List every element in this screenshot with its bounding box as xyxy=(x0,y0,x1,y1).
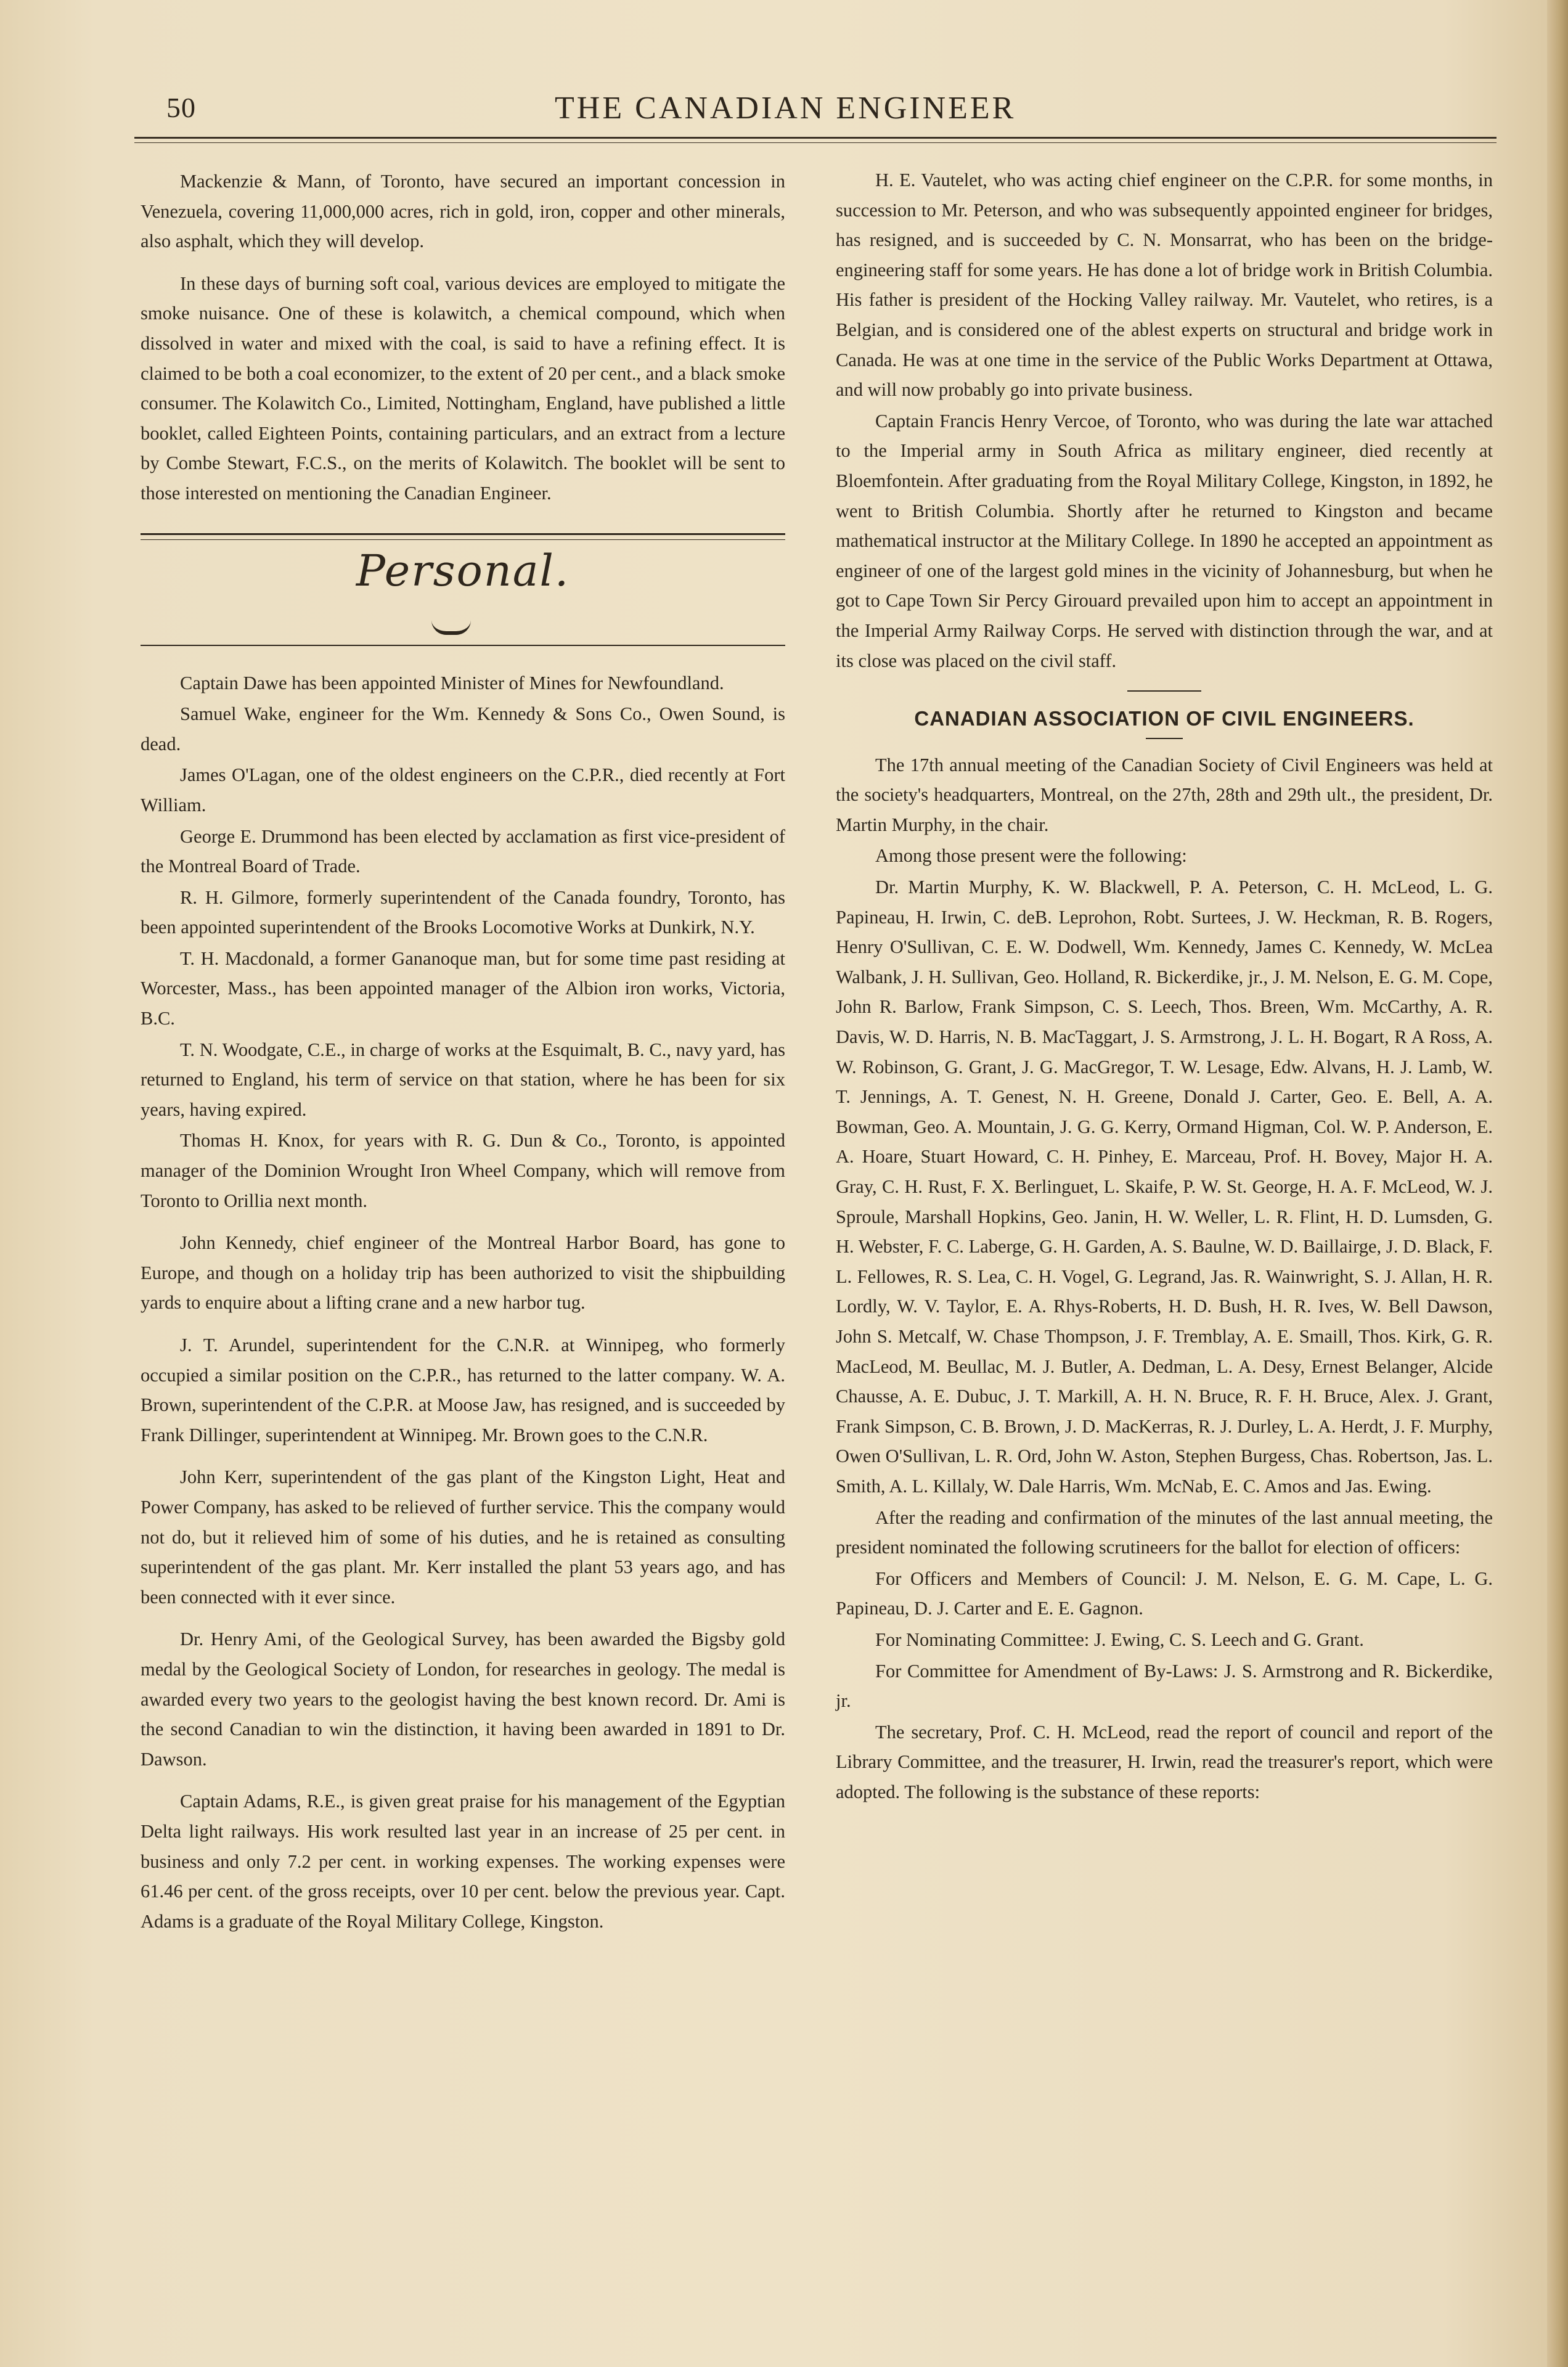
personal-item: J. T. Arundel, superintendent for the C.N.R. at Winnipeg, who formerly occupied a similar position on the C.P.R., has returned to the latter company. W. A. Brown, superintendent of the C.P.R. at Moose Jaw, has resigned, and is succeeded by Frank Dillinger, superintendent at Winnipeg. Mr. Brown goes to the C.N.R. xyxy=(141,1335,785,1445)
personal-item-vercoe: Captain Francis Henry Vercoe, of Toronto, who was during the late war attached to the Imperial army in South Africa as military engineer, died recently at Bloemfontein. After graduating from the Royal Military College, Kingston, in 1892, he went to British Columbia. Shortly after he returned to Kingston and became mathematical instructor at the Military College. In 1890 he accepted an appointment as engineer of one of the largest gold mines in the vicinity of Johannesburg, but when he got to Cape Town Sir Percy Girouard prevailed upon him to accept an appointment in the Imperial Army Railway Corps. He served with distinction through the war, and at its close was placed on the civil staff. xyxy=(836,410,1493,671)
association-paragraph: The secretary, Prof. C. H. McLeod, read the report of council and report of the Library Committee, and the treasurer, H. Irwin, read the treasurer's report, which were adopted. The following is the substance of these reports: xyxy=(836,1721,1493,1802)
personal-item: George E. Drummond has been elected by acclamation as first vice-president of the Montreal Board of Trade. xyxy=(141,825,785,877)
short-divider-small xyxy=(1146,738,1183,739)
association-paragraph: For Committee for Amendment of By-Laws: J. S. Armstrong and R. Bickerdike, jr. xyxy=(836,1660,1493,1712)
association-paragraph: For Officers and Members of Council: J. M. Nelson, E. G. M. Cape, L. G. Papineau, D. J. Carter and E. E. Gagnon. xyxy=(836,1568,1493,1619)
personal-item-vautelet: H. E. Vautelet, who was acting chief engineer on the C.P.R. for some months, in succession to Mr. Peterson, and who was subsequently appointed engineer for bridges, has resigned, and is succeeded by C. N. Monsarrat, who has been on the bridge-engineering staff for some years. He has done a lot of bridge work in British Columbia. His father is president of the Hocking Valley railway. Mr. Vautelet, who retires, is a Belgian, and is considered one of the ablest experts on structural and bridge work in Canada. He was at one time in the service of the Public Works Department at Ottawa, and will now probably go into private business. xyxy=(836,170,1493,401)
right-column xyxy=(836,165,1493,1808)
page-number: 50 xyxy=(166,92,196,123)
paragraph-mackenzie-mann: Mackenzie & Mann, of Toronto, have secured an important concession in Venezuela, covering 11,000,000 acres, rich in gold, iron, copper and other minerals, also asphalt, which they will develop. xyxy=(141,171,785,252)
header-rule xyxy=(134,137,1497,143)
section-divider xyxy=(141,533,785,540)
binding-edge xyxy=(1547,0,1568,2367)
attendee-list: Dr. Martin Murphy, K. W. Blackwell, P. A. Peterson, C. H. McLeod, L. G. Papineau, H. Irwin, C. deB. Leprohon, Robt. Surtees, J. W. Heckman, R. B. Rogers, Henry O'Sullivan, C. E. W. Dodwell, Wm. Kennedy, James C. Kennedy, W. McLea Walbank, J. H. Sullivan, Geo. Holland, R. Bickerdike, jr., J. M. Nelson, E. G. M. Cope, John R. Barlow, Frank Simpson, C. S. Leech, Thos. Breen, Wm. McCarthy, A. R. Davis, W. D. Harris, N. B. MacTaggart, J. S. Armstrong, J. L. H. Bogart, R A Ross, A. W. Robinson, G. Grant, J. G. MacGregor, T. W. Lesage, Edw. Alvans, H. J. Lamb, W. T. Jennings, A. T. Genest, N. H. Greene, Donald J. Carter, Geo. E. Bell, A. A. Bowman, Geo. A. Mountain, J. G. G. Kerry, Ormand Higman, Col. W. P. Anderson, E. A. Hoare, Stuart Howard, C. H. Pinhey, E. Marceau, Prof. H. Bovey, Major H. A. Gray, C. H. Rust, F. X. Berlinguet, L. Skaife, P. W. St. George, H. A. F. McLeod, W. J. Sproule, Marshall Hopkins, Geo. Janin, H. W. Weller, L. R. Flint, H. D. Lumsden, G. H. Webster, F. C. Laberge, G. H. Garden, A. S. Baulne, W. D. Baillairge, J. D. Black, F. L. Fellowes, R. S. Lea, C. H. Vogel, G. Legrand, Jas. R. Wainwright, S. J. Allan, H. R. Lordly, W. V. Taylor, E. A. Rhys-Roberts, H. D. Bush, H. R. Ives, W. Bell Dawson, John S. Metcalf, W. Chase Thompson, J. F. Tremblay, A. E. Smaill, Thos. Kirk, G. R. MacLeod, M. Beullac, M. J. Butler, A. Dedman, L. A. Desy, Ernest Belanger, Alcide Chausse, A. E. Dubuc, J. T. Markill, A. H. N. Bruce, R. F. H. Bruce, Alex. J. Grant, Frank Simpson, C. B. Brown, J. D. MacKerras, R. J. Durley, L. A. Herdt, J. F. Murphy, Owen O'Sullivan, L. R. Ord, John W. Aston, Stephen Burgess, Chas. Robertson, Jas. L. Smith, A. L. Killaly, W. Dale Harris, Wm. McNab, E. C. Amos and Jas. Ewing. xyxy=(836,877,1493,1497)
personal-item: T. H. Macdonald, a former Gananoque man, but for some time past residing at Worcester, Mass., has been appointed manager of the Albion iron works, Victoria, B.C. xyxy=(141,947,785,1029)
association-paragraph: Among those present were the following: xyxy=(875,845,1187,867)
personal-item: Thomas H. Knox, for years with R. G. Dun & Co., Toronto, is appointed manager of the Dominion Wrought Iron Wheel Company, which will remove from Toronto to Orillia next month. xyxy=(141,1130,785,1211)
personal-item: Dr. Henry Ami, of the Geological Survey, has been awarded the Bigsby gold medal by the Geological Society of London, for researches in geology. The medal is awarded every two years to the geologist having the best known record. Dr. Ami is the second Canadian to win the distinction, it having been awarded in 1891 to Dr. Dawson. xyxy=(141,1629,785,1770)
running-title: THE CANADIAN ENGINEER xyxy=(555,91,1016,126)
personal-item: John Kennedy, chief engineer of the Montreal Harbor Board, has gone to Europe, and though on a holiday trip has been authorized to visit the shipbuilding yards to enquire about a lifting crane and a new harbor tug. xyxy=(141,1232,785,1314)
personal-heading-box xyxy=(141,540,785,645)
association-paragraph: The 17th annual meeting of the Canadian Society of Civil Engineers was held at the society's headquarters, Montreal, on the 27th, 28th and 29th ult., the president, Dr. Martin Murphy, in the chair. xyxy=(836,754,1493,835)
personal-item: Captain Adams, R.E., is given great praise for his management of the Egyptian Delta light railways. His work resulted last year in an increase of 25 per cent. in business and only 7.2 per cent. in working expenses. The working expenses were 61.46 per cent. of the gross receipts, over 10 per cent. below the previous year. Capt. Adams is a graduate of the Royal Military College, Kingston. xyxy=(141,1791,785,1932)
personal-title-text: Personal. xyxy=(356,545,570,596)
paragraph-kolawitch: In these days of burning soft coal, various devices are employed to mitigate the smoke nuisance. One of these is kolawitch, a chemical compound, which when dissolved in water and mixed with the coal, is said to have a refining effect. It is claimed to be both a coal economizer, to the extent of 20 per cent., and a black smoke consumer. The Kolawitch Co., Limited, Nottingham, England, have published a little booklet, called Eighteen Points, containing particulars, and an extract from a lecture by Combe Stewart, F.C.S., on the merits of Kolawitch. The booklet will be sent to those interested on mentioning the Canadian Engineer. xyxy=(141,272,785,504)
personal-item: Captain Dawe has been appointed Minister of Mines for Newfoundland. xyxy=(180,672,724,693)
association-paragraph: For Nominating Committee: J. Ewing, C. S. Leech and G. Grant. xyxy=(875,1629,1364,1650)
left-column xyxy=(141,166,785,1937)
association-paragraph: After the reading and confirmation of the minutes of the last annual meeting, the president nominated the following scrutineers for the ballot for election of officers: xyxy=(836,1506,1493,1558)
personal-item: R. H. Gilmore, formerly superintendent of the Canada foundry, Toronto, has been appointed superintendent of the Brooks Locomotive Works at Dunkirk, N.Y. xyxy=(141,886,785,938)
personal-heading-rule xyxy=(141,645,785,646)
personal-item: Samuel Wake, engineer for the Wm. Kennedy & Sons Co., Owen Sound, is dead. xyxy=(141,703,785,754)
personal-item: James O'Lagan, one of the oldest engineers on the C.P.R., died recently at Fort William. xyxy=(141,764,785,816)
personal-item: T. N. Woodgate, C.E., in charge of works at the Esquimalt, B. C., navy yard, has returned to England, his term of service on that station, where he has been for six years, having expired. xyxy=(141,1039,785,1120)
personal-item: John Kerr, superintendent of the gas plant of the Kingston Light, Heat and Power Company, has asked to be relieved of further service. This the company would not do, but it relieved him of some of his duties, and he is retained as consulting superintendent of the gas plant. Mr. Kerr installed the plant 53 years ago, and has been connected with it ever since. xyxy=(141,1466,785,1608)
association-section-title: CANADIAN ASSOCIATION OF CIVIL ENGINEERS. xyxy=(914,707,1415,730)
personal-section-title xyxy=(141,545,785,596)
short-divider xyxy=(1127,690,1201,692)
title-swash-ornament xyxy=(431,620,471,635)
